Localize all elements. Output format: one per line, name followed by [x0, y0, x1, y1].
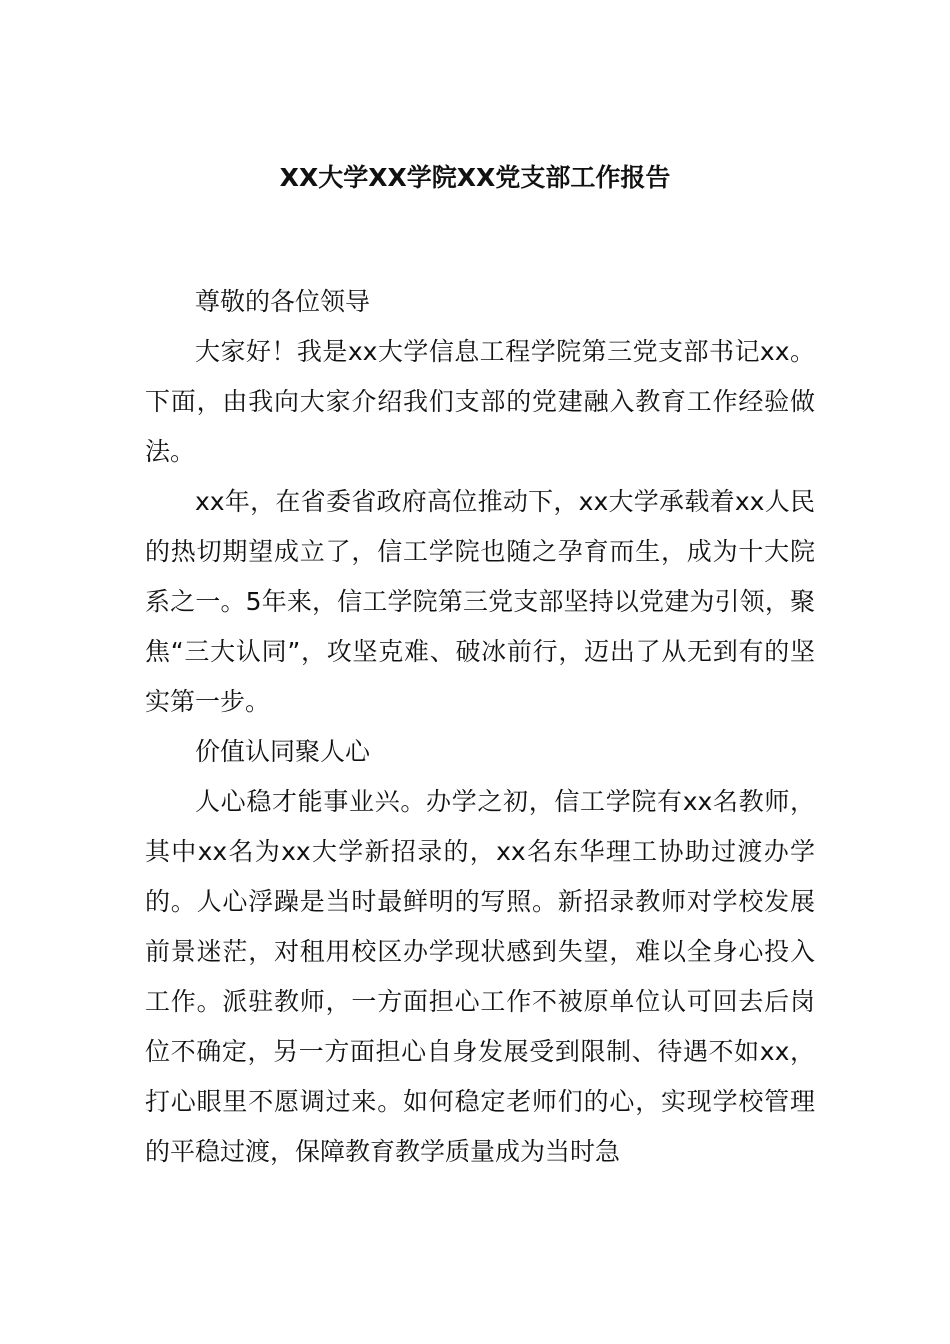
section-heading-value-identity: 价值认同聚人心 — [195, 737, 371, 766]
document-body — [145, 277, 815, 1177]
intro-paragraph: 大家好！我是xx大学信息工程学院第三党支部书记xx。下面，由我向大家介绍我们支部的党建融入教育工作经验做法。 — [145, 337, 815, 466]
document-title: XX大学XX学院XX党支部工作报告 — [279, 163, 671, 192]
salutation-paragraph: 尊敬的各位领导 — [195, 287, 371, 316]
section-body-paragraph: 人心稳才能事业兴。办学之初，信工学院有xx名教师，其中xx名为xx大学新招录的，xx名东华理工协助过渡办学的。人心浮躁是当时最鲜明的写照。新招录教师对学校发展前景迷茫，对租用校区办学现状感到失望，难以全身心投入工作。派驻教师，一方面担心工作不被原单位认可回去后岗位不确定，另一方面担心自身发展受到限制、待遇不如xx，打心眼里不愿调过来。如何稳定老师们的心，实现学校管理的平稳过渡，保障教育教学质量成为当时急 — [145, 787, 815, 1166]
background-paragraph: xx年，在省委省政府高位推动下，xx大学承载着xx人民的热切期望成立了，信工学院也随之孕育而生，成为十大院系之一。5年来，信工学院第三党支部坚持以党建为引领，聚焦“三大认同”，攻坚克难、破冰前行，迈出了从无到有的坚实第一步。 — [145, 487, 815, 716]
